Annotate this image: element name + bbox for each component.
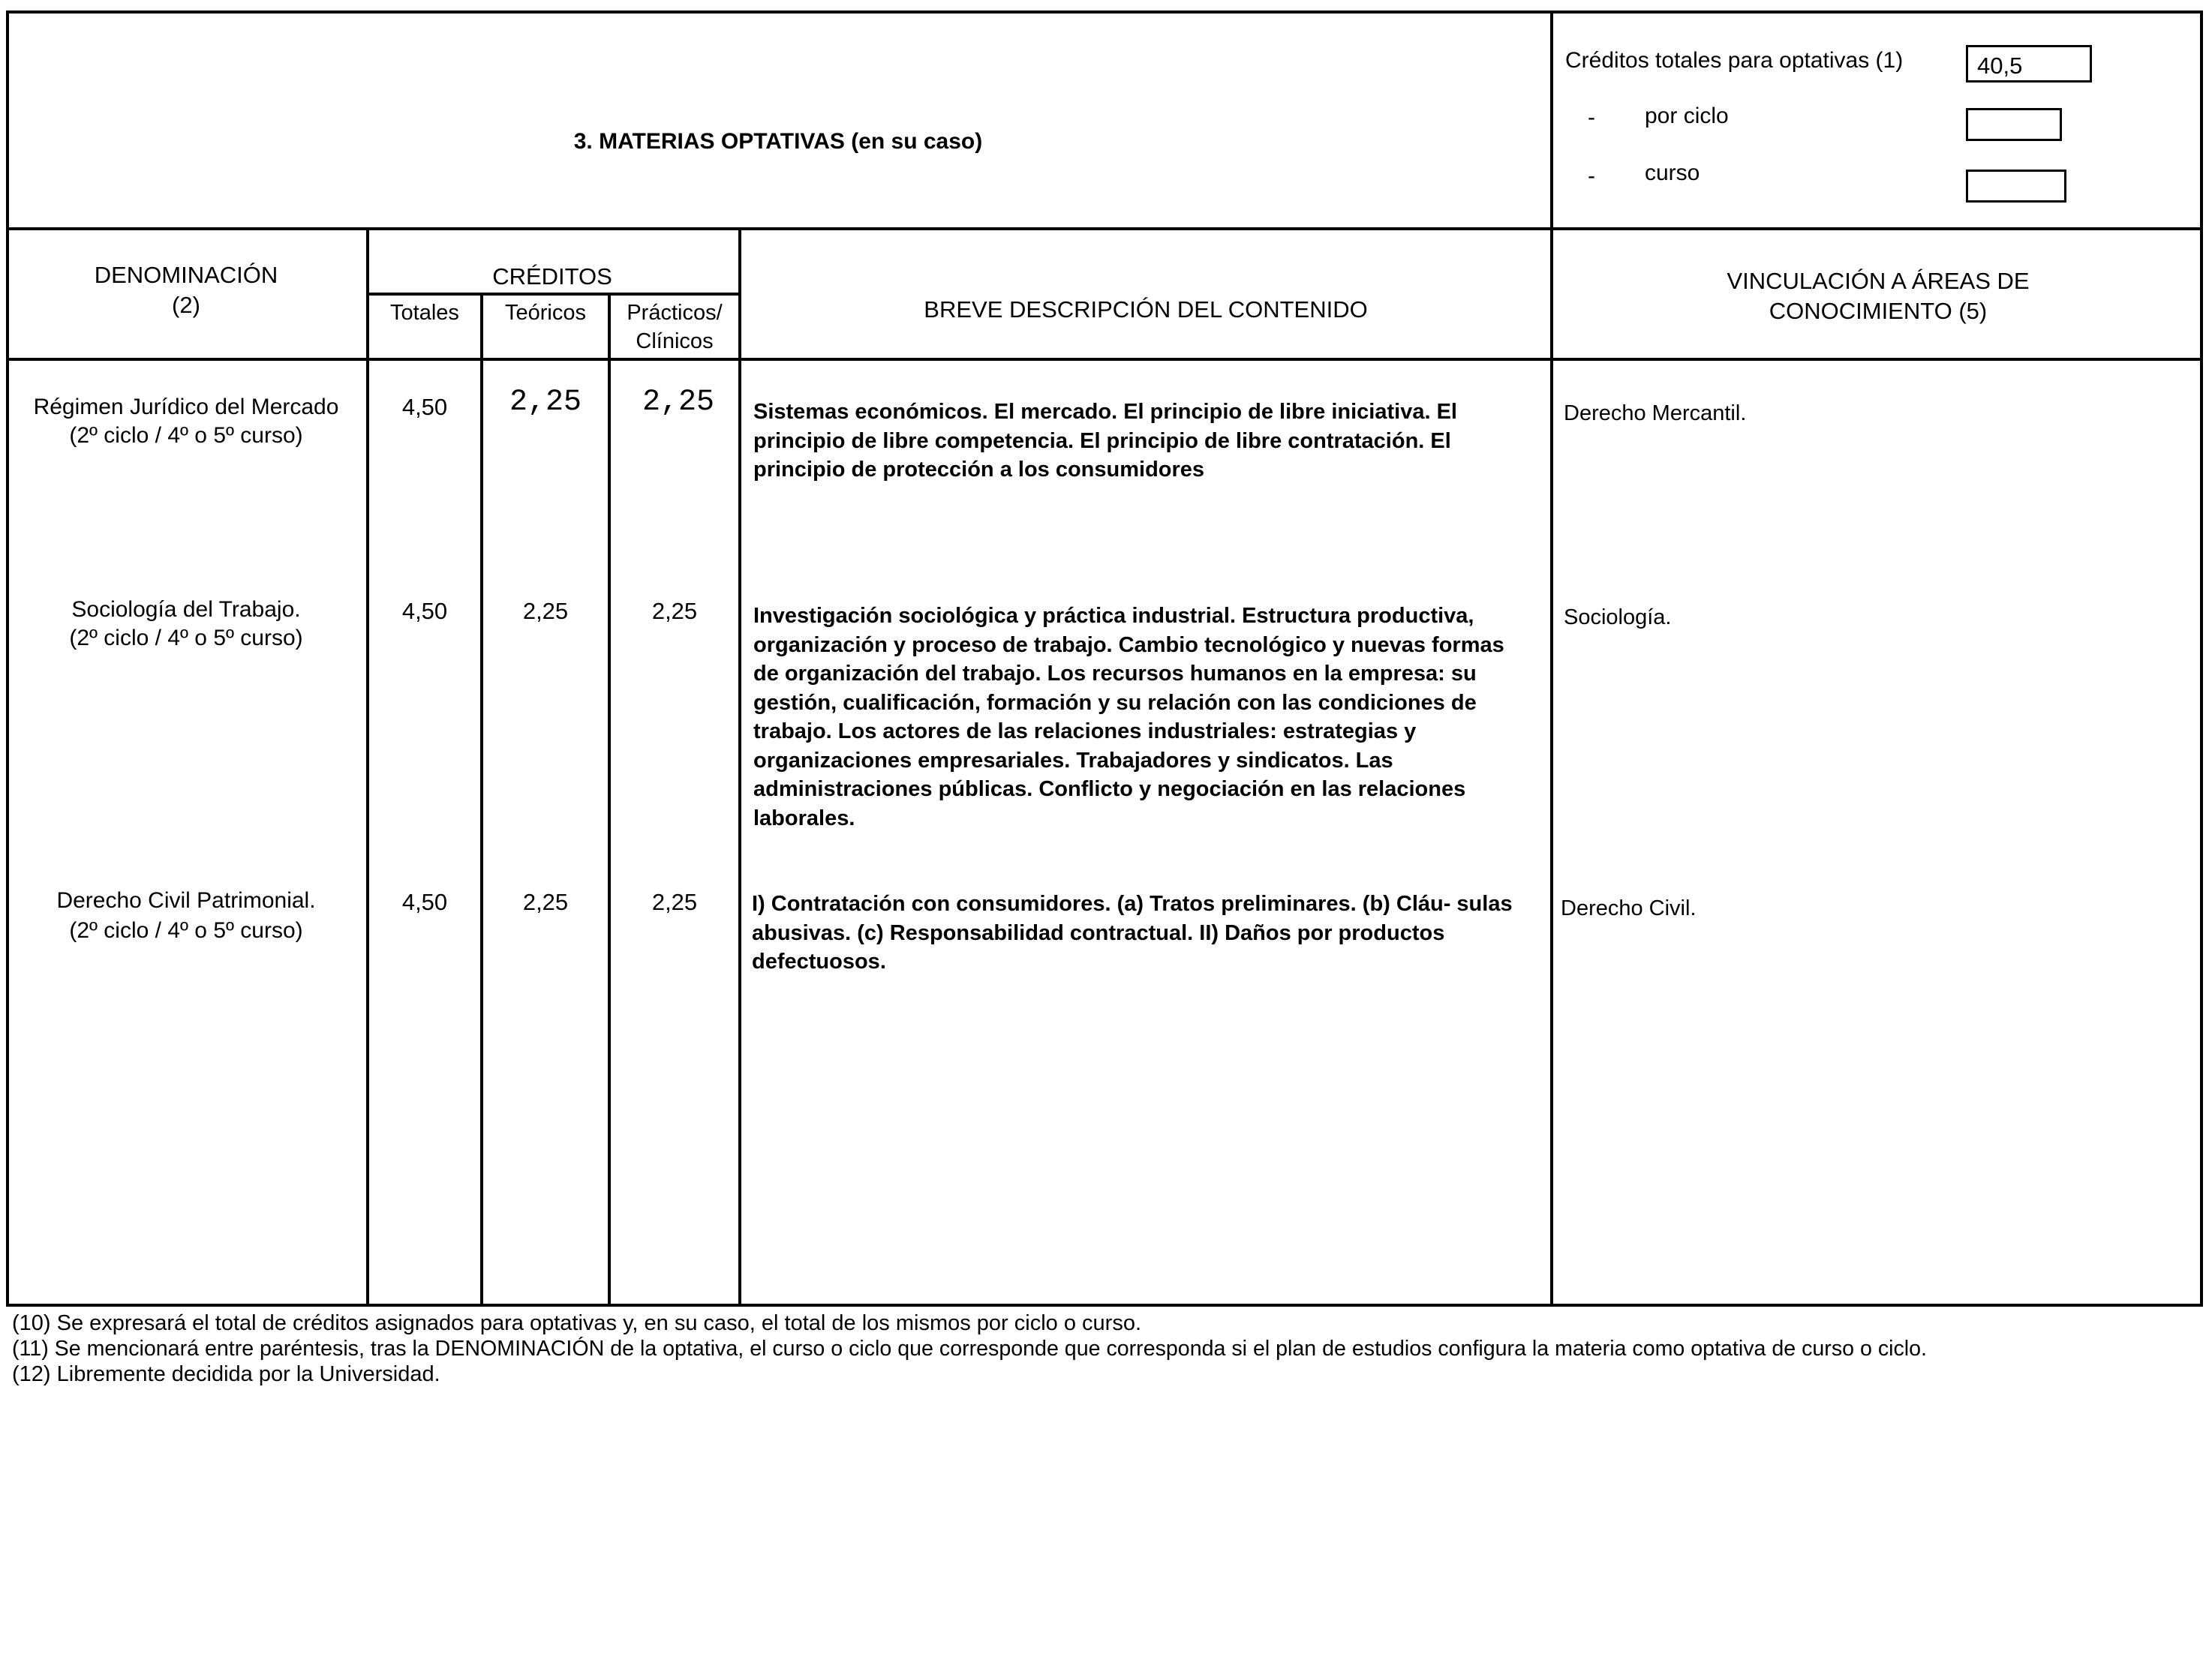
row-1-cycle: (2º ciclo / 4º o 5º curso) xyxy=(69,423,303,448)
credits-total-field[interactable] xyxy=(1966,45,2092,83)
column-header-bottom-rule xyxy=(6,358,2203,361)
row-3-description: I) Contratación con consumidores. (a) Tratos preliminares. (b) Cláu- sulas abusivas. (c) Responsabilidad contractual. II) Daños por productos defectuosos. xyxy=(752,892,1513,974)
row-1-description: Sistemas económicos. El mercado. El principio de libre iniciativa. El principio de libre competencia. El principio de libre contratación. El principio de protección a los consumidores xyxy=(753,400,1457,482)
curso-bullet: - xyxy=(1588,164,1595,188)
row-2-totales: 4,50 xyxy=(401,598,448,624)
col-header-vinculacion: VINCULACIÓN A ÁREAS DE xyxy=(1727,268,2030,294)
col-divider-denominacion xyxy=(366,227,369,1307)
row-2-name: Sociología del Trabajo. xyxy=(71,597,301,622)
row-1-teoricos: 2,25 xyxy=(509,386,582,419)
col-divider-teoricos xyxy=(608,293,611,1307)
col-header-denominacion: DENOMINACIÓN xyxy=(94,262,278,288)
row-2-teoricos: 2,25 xyxy=(522,598,569,624)
por-ciclo-field[interactable] xyxy=(1966,108,2062,141)
col-header-denominacion-note: (2) xyxy=(172,292,200,318)
row-3-practicos: 2,25 xyxy=(651,889,698,915)
credits-total-value: 40,5 xyxy=(1977,53,2023,79)
row-2-cycle: (2º ciclo / 4º o 5º curso) xyxy=(69,626,303,650)
row-3-area: Derecho Civil. xyxy=(1561,896,1697,920)
row-1-practicos: 2,25 xyxy=(642,386,714,419)
credits-total-label: Créditos totales para optativas (1) xyxy=(1565,48,1904,73)
col-header-practicos: Prácticos/ xyxy=(627,301,723,325)
col-header-clinicos: Clínicos xyxy=(636,329,714,353)
col-divider-totales xyxy=(480,293,483,1307)
col-header-creditos: CRÉDITOS xyxy=(492,263,612,290)
row-3-totales: 4,50 xyxy=(401,889,448,915)
section-title: 3. MATERIAS OPTATIVAS (en su caso) xyxy=(573,129,983,154)
header-bottom-rule xyxy=(6,227,2203,230)
row-2-practicos: 2,25 xyxy=(651,598,698,624)
curso-label: curso xyxy=(1645,161,1700,185)
row-2-area: Sociología. xyxy=(1564,605,1672,629)
col-header-totales: Totales xyxy=(390,301,459,325)
row-3-teoricos: 2,25 xyxy=(522,889,569,915)
por-ciclo-bullet: - xyxy=(1588,105,1595,130)
creditos-subheader-rule xyxy=(366,293,741,296)
footnote-10: (10) Se expresará el total de créditos asignados para optativas y, en su caso, el total de los mismos por ciclo o curso. xyxy=(12,1311,1141,1335)
por-ciclo-label: por ciclo xyxy=(1645,104,1729,128)
row-2-description: Investigación sociológica y práctica industrial. Estructura productiva, organización y proceso de trabajo. Cambio tecnológico y nuevas formas de organización del trabajo. Los recursos humanos en la empresa: su gestión, cualificación, formación y su relación con las condiciones de trabajo. Los actores de las relaciones industriales: estrategias y organizaciones empresariales. Trabajadores y sindicatos. Las administraciones públicas. Conflicto y negociación en las relaciones laborales. xyxy=(753,604,1504,830)
row-3-name: Derecho Civil Patrimonial. xyxy=(56,888,316,913)
row-1-area: Derecho Mercantil. xyxy=(1564,401,1747,425)
curso-field[interactable] xyxy=(1966,170,2066,203)
footnote-12: (12) Libremente decidida por la Universidad. xyxy=(12,1362,440,1386)
row-1-totales: 4,50 xyxy=(401,394,448,420)
col-header-descripcion: BREVE DESCRIPCIÓN DEL CONTENIDO xyxy=(924,296,1368,323)
col-header-vinculacion-2: CONOCIMIENTO (5) xyxy=(1769,298,1988,324)
col-header-teoricos: Teóricos xyxy=(505,301,586,325)
footnote-11: (11) Se mencionará entre paréntesis, tras la DENOMINACIÓN de la optativa, el curso o ciclo que corresponde que corresponda si el plan de estudios configura la materia como optativa de curso o ciclo. xyxy=(12,1337,1927,1361)
header-divider xyxy=(1550,11,1553,1307)
row-1-name: Régimen Jurídico del Mercado xyxy=(33,395,339,419)
row-3-cycle: (2º ciclo / 4º o 5º curso) xyxy=(69,918,303,943)
